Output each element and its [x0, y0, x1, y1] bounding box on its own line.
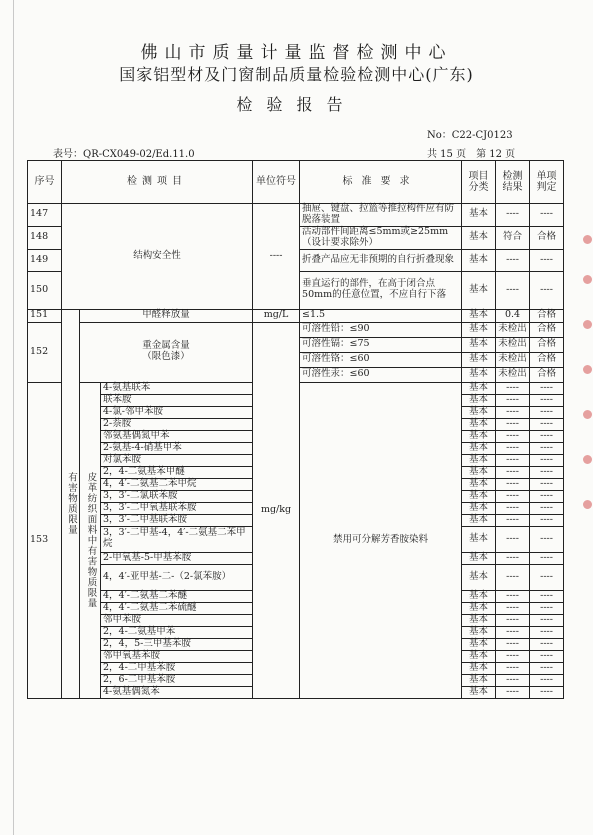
- amine-item-cell: 2-氨基-4-硝基甲苯: [101, 442, 253, 454]
- category-cell: 基本: [462, 367, 496, 382]
- amine-item-cell: 2，4-二氨基苯甲醚: [101, 466, 253, 478]
- amine-item-cell: 3，3′-二甲氧基联苯胺: [101, 502, 253, 514]
- result-cell: ----: [496, 564, 530, 590]
- result-cell: ----: [496, 614, 530, 626]
- requirement-cell: 可溶性汞：≤60: [300, 367, 462, 382]
- amine-item-cell: 2，4，5-三甲基苯胺: [101, 638, 253, 650]
- category-cell: 基本: [462, 382, 496, 394]
- category-cell: 基本: [462, 650, 496, 662]
- amine-item-cell: 联苯胺: [101, 394, 253, 406]
- col-standard: 标准要求: [300, 161, 462, 204]
- category-cell: 基本: [462, 309, 496, 322]
- amine-item-cell: 2，6-二甲基苯胺: [101, 674, 253, 686]
- category-cell: 基本: [462, 442, 496, 454]
- category-cell: 基本: [462, 514, 496, 526]
- verdict-cell: ----: [530, 271, 564, 309]
- col-unit: 单位符号: [253, 161, 300, 204]
- subgroup-leather-textile: 皮革纺织面料中有害物质限量: [80, 382, 101, 698]
- category-cell: 基本: [462, 590, 496, 602]
- requirement-cell: 禁用可分解芳香胺染料: [300, 382, 462, 698]
- seq-cell: 149: [28, 249, 62, 271]
- category-cell: 基本: [462, 337, 496, 352]
- result-cell: ----: [496, 590, 530, 602]
- category-cell: 基本: [462, 526, 496, 552]
- table-row: [28, 309, 564, 322]
- amine-item-cell: 4，4′-二氨基二苯醚: [101, 590, 253, 602]
- verdict-cell: 合格: [530, 337, 564, 352]
- verdict-cell: 合格: [530, 226, 564, 249]
- col-category: 项目分类: [462, 161, 496, 204]
- result-cell: ----: [496, 271, 530, 309]
- requirement-cell: 垂直运行的部件，在高于闭合点50mm的任意位置，不应自行下落: [300, 271, 462, 309]
- requirement-cell: ≤1.5: [300, 309, 462, 322]
- result-cell: ----: [496, 204, 530, 227]
- category-cell: 基本: [462, 552, 496, 564]
- verdict-cell: ----: [530, 442, 564, 454]
- category-cell: 基本: [462, 204, 496, 227]
- heavy-metal-label: 重金属含量: [142, 340, 190, 352]
- seq-cell: 148: [28, 226, 62, 249]
- verdict-cell: ----: [530, 614, 564, 626]
- category-cell: 基本: [462, 478, 496, 490]
- result-cell: ----: [496, 602, 530, 614]
- verdict-cell: ----: [530, 552, 564, 564]
- category-cell: 基本: [462, 602, 496, 614]
- table-header-row: [28, 161, 564, 204]
- verdict-cell: ----: [530, 590, 564, 602]
- verdict-cell: ----: [530, 514, 564, 526]
- report-number: No：C22-CJ0123: [427, 130, 513, 141]
- category-cell: 基本: [462, 226, 496, 249]
- item-heavy-metal: [80, 322, 253, 382]
- category-cell: 基本: [462, 662, 496, 674]
- issuer-name: 佛山市质量计量监督检测中心: [140, 43, 453, 63]
- col-verdict: 单项判定: [530, 161, 564, 204]
- amine-item-cell: 邻氨基偶氮甲苯: [101, 430, 253, 442]
- seq-cell: 147: [28, 204, 62, 227]
- amine-item-cell: 3，3′-二甲基联苯胺: [101, 514, 253, 526]
- result-cell: ----: [496, 466, 530, 478]
- result-cell: ----: [496, 478, 530, 490]
- amine-item-cell: 2-甲氧基-5-甲基苯胺: [101, 552, 253, 564]
- amine-item-cell: 邻甲苯胺: [101, 614, 253, 626]
- requirement-cell: 抽屉、键盘、拉篮等推拉构件应有防脱落装置: [300, 204, 462, 227]
- verdict-cell: ----: [530, 418, 564, 430]
- result-cell: ----: [496, 382, 530, 394]
- verdict-cell: ----: [530, 526, 564, 552]
- scan-left-edge: [0, 0, 14, 835]
- category-cell: 基本: [462, 249, 496, 271]
- verdict-cell: ----: [530, 626, 564, 638]
- result-cell: ----: [496, 686, 530, 698]
- result-cell: 0.4: [496, 309, 530, 322]
- result-cell: 未检出: [496, 337, 530, 352]
- unit-cell: mg/kg: [253, 322, 300, 698]
- requirement-cell: 活动部件间距离≤5mm或≥25mm（设计要求除外）: [300, 226, 462, 249]
- amine-item-cell: 4，4′-二氨基二苯甲烷: [101, 478, 253, 490]
- verdict-cell: ----: [530, 650, 564, 662]
- category-cell: 基本: [462, 614, 496, 626]
- category-cell: 基本: [462, 430, 496, 442]
- table-row: [28, 204, 564, 227]
- verdict-cell: ----: [530, 674, 564, 686]
- result-cell: ----: [496, 430, 530, 442]
- verdict-cell: ----: [530, 249, 564, 271]
- page-indicator: 共 15 页 第 12 页: [427, 149, 516, 160]
- requirement-cell: 可溶性铬：≤60: [300, 352, 462, 367]
- result-cell: ----: [496, 526, 530, 552]
- amine-item-cell: 3，3′-二氯联苯胺: [101, 490, 253, 502]
- amine-item-cell: 2，4-二氨基甲苯: [101, 626, 253, 638]
- verdict-cell: ----: [530, 466, 564, 478]
- amine-item-cell: 4，4′-亚甲基-二-（2-氯苯胺）: [101, 564, 253, 590]
- verdict-cell: 合格: [530, 367, 564, 382]
- verdict-cell: ----: [530, 478, 564, 490]
- group-harmful-substances: 有害物质限量: [62, 309, 80, 698]
- result-cell: ----: [496, 552, 530, 564]
- verdict-cell: ----: [530, 490, 564, 502]
- seq-cell: 151: [28, 309, 62, 322]
- result-cell: ----: [496, 662, 530, 674]
- item-structural-safety: 结构安全性: [62, 204, 253, 310]
- inspection-table: [27, 160, 564, 699]
- result-cell: ----: [496, 626, 530, 638]
- amine-item-cell: 3，3′-二甲基-4，4′-二氨基二苯甲烷: [101, 526, 253, 552]
- verdict-cell: ----: [530, 662, 564, 674]
- verdict-cell: 合格: [530, 322, 564, 337]
- result-cell: ----: [496, 514, 530, 526]
- amine-item-cell: 2-萘胺: [101, 418, 253, 430]
- item-formaldehyde: 甲醛释放量: [80, 309, 253, 322]
- amine-item-cell: 4-氨基联苯: [101, 382, 253, 394]
- category-cell: 基本: [462, 674, 496, 686]
- col-seq: 序号: [28, 161, 62, 204]
- result-cell: 未检出: [496, 367, 530, 382]
- form-number: 表号：QR-CX049-02/Ed.11.0: [53, 149, 195, 160]
- amine-item-cell: 对氯苯胺: [101, 454, 253, 466]
- issuer-center: 国家铝型材及门窗制品质量检验检测中心(广东): [119, 65, 474, 84]
- seq-cell: 152: [28, 322, 62, 382]
- result-cell: ----: [496, 454, 530, 466]
- category-cell: 基本: [462, 406, 496, 418]
- result-cell: ----: [496, 502, 530, 514]
- col-item: 检测项目: [62, 161, 253, 204]
- category-cell: 基本: [462, 502, 496, 514]
- verdict-cell: ----: [530, 564, 564, 590]
- report-title: 检验报告: [236, 95, 357, 114]
- verdict-cell: ----: [530, 204, 564, 227]
- col-result: 检测结果: [496, 161, 530, 204]
- amine-item-cell: 4-氨基偶氮苯: [101, 686, 253, 698]
- result-cell: 未检出: [496, 352, 530, 367]
- verdict-cell: ----: [530, 382, 564, 394]
- amine-item-cell: 2，4-二甲基苯胺: [101, 662, 253, 674]
- amine-item-cell: 4-氯-邻甲苯胺: [101, 406, 253, 418]
- category-cell: 基本: [462, 490, 496, 502]
- category-cell: 基本: [462, 638, 496, 650]
- result-cell: ----: [496, 674, 530, 686]
- category-cell: 基本: [462, 394, 496, 406]
- table-row: [28, 322, 564, 337]
- result-cell: ----: [496, 418, 530, 430]
- category-cell: 基本: [462, 271, 496, 309]
- verdict-cell: ----: [530, 602, 564, 614]
- requirement-cell: 可溶性镉：≤75: [300, 337, 462, 352]
- verdict-cell: ----: [530, 454, 564, 466]
- result-cell: ----: [496, 638, 530, 650]
- seq-cell: 153: [28, 382, 62, 698]
- amine-item-cell: 邻甲氧基苯胺: [101, 650, 253, 662]
- verdict-cell: ----: [530, 502, 564, 514]
- category-cell: 基本: [462, 686, 496, 698]
- result-cell: ----: [496, 249, 530, 271]
- requirement-cell: 可溶性铅：≤90: [300, 322, 462, 337]
- verdict-cell: ----: [530, 638, 564, 650]
- verdict-cell: ----: [530, 394, 564, 406]
- verdict-cell: ----: [530, 406, 564, 418]
- verdict-cell: 合格: [530, 309, 564, 322]
- category-cell: 基本: [462, 466, 496, 478]
- seq-cell: 150: [28, 271, 62, 309]
- category-cell: 基本: [462, 454, 496, 466]
- category-cell: 基本: [462, 352, 496, 367]
- category-cell: 基本: [462, 418, 496, 430]
- verdict-cell: ----: [530, 430, 564, 442]
- result-cell: 未检出: [496, 322, 530, 337]
- result-cell: ----: [496, 650, 530, 662]
- verdict-cell: 合格: [530, 352, 564, 367]
- category-cell: 基本: [462, 564, 496, 590]
- unit-cell: ----: [253, 204, 300, 310]
- category-cell: 基本: [462, 322, 496, 337]
- requirement-cell: 折叠产品应无非预期的自行折叠现象: [300, 249, 462, 271]
- result-cell: 符合: [496, 226, 530, 249]
- seal-fragment: [583, 235, 593, 535]
- verdict-cell: ----: [530, 686, 564, 698]
- result-cell: ----: [496, 490, 530, 502]
- amine-item-cell: 4，4′-二氨基二苯硫醚: [101, 602, 253, 614]
- result-cell: ----: [496, 406, 530, 418]
- heavy-metal-note: （限色漆）: [142, 351, 190, 363]
- result-cell: ----: [496, 394, 530, 406]
- unit-cell: mg/L: [253, 309, 300, 322]
- category-cell: 基本: [462, 626, 496, 638]
- result-cell: ----: [496, 442, 530, 454]
